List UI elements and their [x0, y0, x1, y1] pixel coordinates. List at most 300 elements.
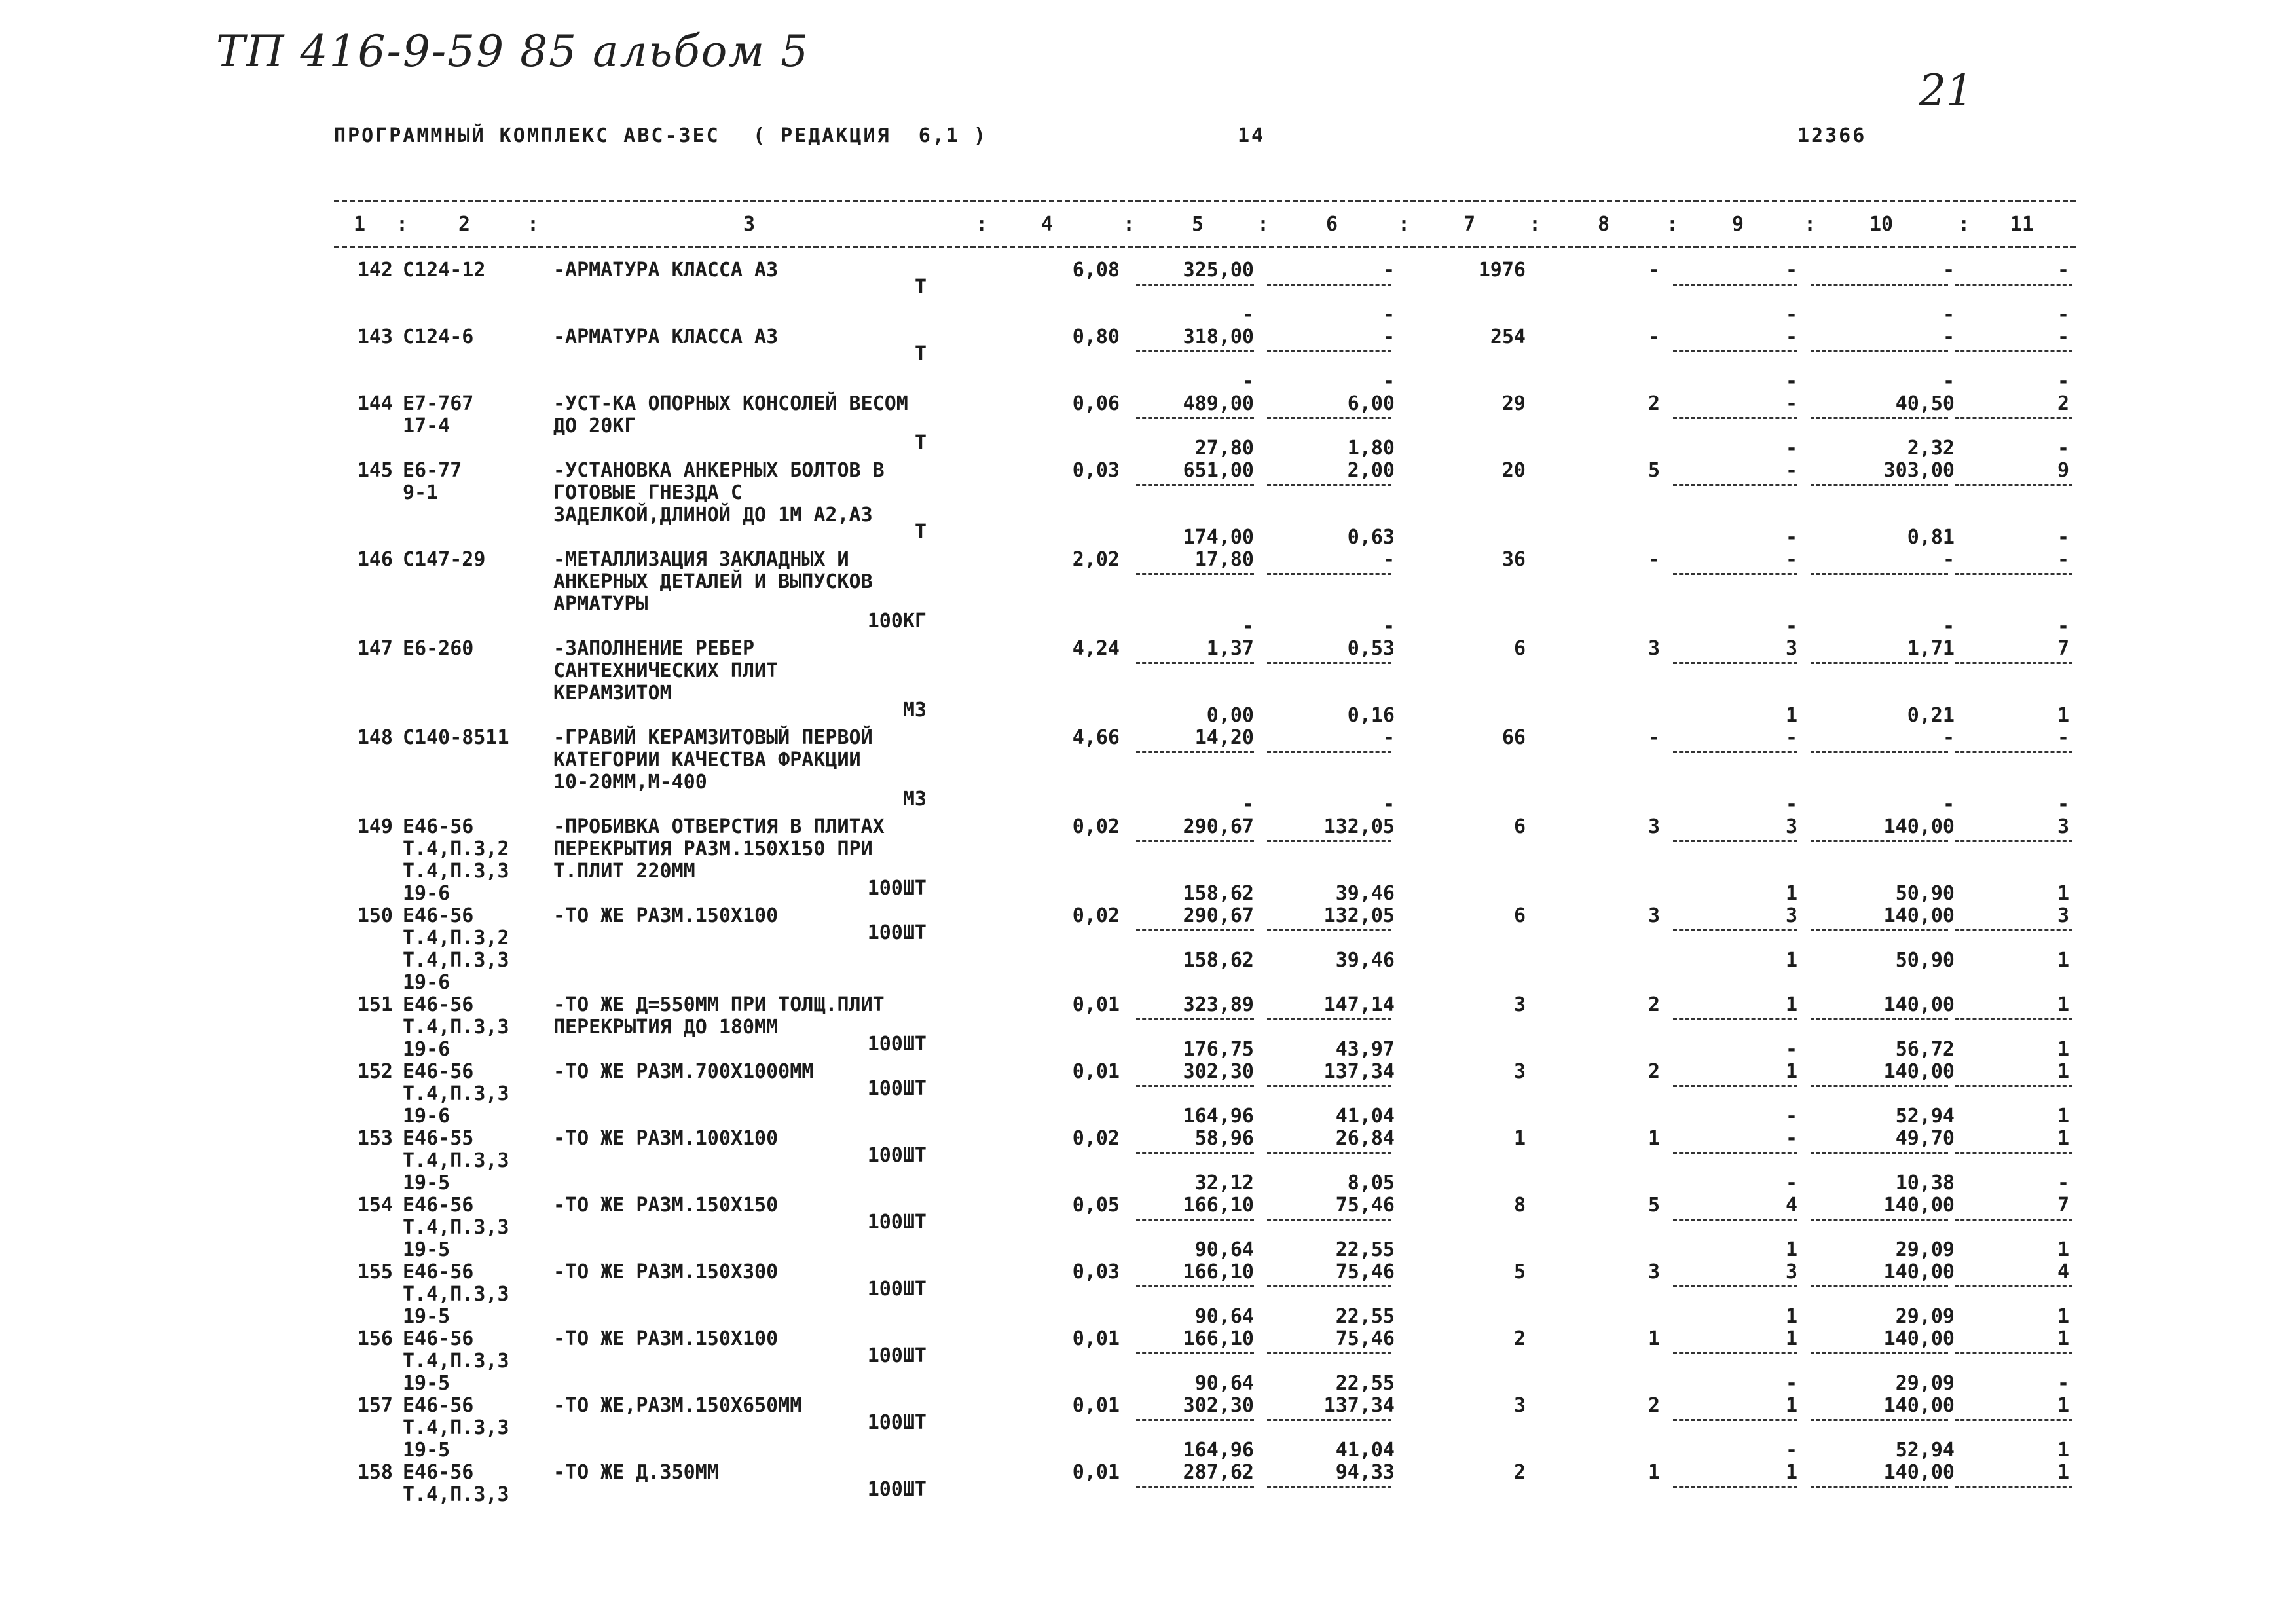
quantity: 4,66 — [1072, 726, 1120, 749]
value-c6-sub: 22,55 — [1335, 1238, 1395, 1261]
subtotal-rule — [1136, 1419, 1254, 1421]
value-c6-sub: - — [1382, 615, 1395, 638]
value-c9: 1 — [1785, 1394, 1797, 1417]
subtotal-rule — [1267, 662, 1391, 664]
subtotal-rule — [1673, 929, 1797, 931]
quantity: 0,01 — [1072, 993, 1120, 1016]
value-c11-sub: 1 — [2057, 1238, 2069, 1261]
value-c5: 290,67 — [1183, 815, 1254, 838]
value-c10-sub: 29,09 — [1895, 1372, 1955, 1395]
work-description: -ТО ЖЕ РАЗМ.150Х100 — [553, 904, 779, 927]
value-c7: 2 — [1513, 1327, 1526, 1350]
unit-of-measure: 100ШТ — [867, 1077, 927, 1100]
value-c6: 26,84 — [1335, 1127, 1395, 1150]
subtotal-rule — [1955, 929, 2072, 931]
row-number: 148 — [357, 726, 393, 749]
work-description: КАТЕГОРИИ КАЧЕСТВА ФРАКЦИИ — [553, 748, 861, 771]
value-c11: 1 — [2057, 1394, 2069, 1417]
handwritten-code-note: ТП 416-9-59 85 альбом 5 — [216, 26, 810, 77]
subtotal-rule — [1811, 1419, 1948, 1421]
column-header-8: 8 — [1598, 213, 1610, 236]
row-number: 156 — [357, 1327, 393, 1350]
value-c7: 1976 — [1478, 259, 1526, 282]
subtotal-rule — [1955, 751, 2072, 753]
column-header-6: 6 — [1326, 213, 1338, 236]
value-c5: 302,30 — [1183, 1060, 1254, 1083]
value-c10-sub: 50,90 — [1895, 882, 1955, 905]
value-c9-sub: - — [1785, 370, 1797, 393]
work-description: -МЕТАЛЛИЗАЦИЯ ЗАКЛАДНЫХ И — [553, 548, 849, 571]
value-c6: 75,46 — [1335, 1261, 1395, 1283]
subtotal-rule — [1267, 1285, 1391, 1287]
work-description: -УСТАНОВКА АНКЕРНЫХ БОЛТОВ В — [553, 459, 885, 482]
value-c11-sub: - — [2057, 793, 2069, 816]
norm-code: Т.4,П.3,3 — [403, 1350, 509, 1373]
work-description: ПЕРЕКРЫТИЯ РАЗМ.150Х150 ПРИ — [553, 838, 873, 860]
value-c6-sub: 43,97 — [1335, 1038, 1395, 1061]
subtotal-rule — [1955, 484, 2072, 486]
value-c8: 3 — [1647, 815, 1660, 838]
value-c10-sub: - — [1942, 793, 1955, 816]
value-c8: - — [1647, 325, 1660, 348]
value-c5-sub: 27,80 — [1194, 437, 1254, 460]
value-c9: 4 — [1785, 1194, 1797, 1217]
value-c5: 58,96 — [1194, 1127, 1254, 1150]
value-c11: 2 — [2057, 392, 2069, 415]
subtotal-rule — [1955, 662, 2072, 664]
subtotal-rule — [1136, 284, 1254, 286]
subtotal-rule — [1136, 1486, 1254, 1488]
subtotal-rule — [1673, 1486, 1797, 1488]
subtotal-rule — [1267, 484, 1391, 486]
row-number: 145 — [357, 459, 393, 482]
subtotal-rule — [1136, 1152, 1254, 1154]
norm-code: 9-1 — [403, 481, 439, 504]
subtotal-rule — [1811, 840, 1948, 842]
value-c7: 66 — [1501, 726, 1526, 749]
value-c8: - — [1647, 548, 1660, 571]
value-c5: 1,37 — [1206, 637, 1254, 660]
norm-code: Е46-56 — [403, 1261, 474, 1283]
subtotal-rule — [1267, 573, 1391, 575]
value-c10-sub: - — [1942, 370, 1955, 393]
value-c6-sub: 39,46 — [1335, 882, 1395, 905]
subtotal-rule — [1811, 1486, 1948, 1488]
value-c10-sub: - — [1942, 303, 1955, 326]
value-c9: - — [1785, 459, 1797, 482]
subtotal-rule — [1136, 350, 1254, 352]
value-c8: 2 — [1647, 993, 1660, 1016]
work-description: -ПРОБИВКА ОТВЕРСТИЯ В ПЛИТАХ — [553, 815, 885, 838]
subtotal-rule — [1955, 1419, 2072, 1421]
norm-code: 19-5 — [403, 1172, 451, 1194]
value-c6: 6,00 — [1347, 392, 1395, 415]
subtotal-rule — [1811, 573, 1948, 575]
value-c11-sub: 1 — [2057, 1305, 2069, 1328]
subtotal-rule — [1955, 284, 2072, 286]
quantity: 0,03 — [1072, 1261, 1120, 1283]
value-c9: - — [1785, 548, 1797, 571]
value-c8: 1 — [1647, 1461, 1660, 1484]
quantity: 0,01 — [1072, 1327, 1120, 1350]
value-c5-sub: - — [1242, 303, 1254, 326]
subtotal-rule — [1955, 350, 2072, 352]
norm-code: Т.4,П.3,3 — [403, 1416, 509, 1439]
value-c10: 49,70 — [1895, 1127, 1955, 1150]
subtotal-rule — [1136, 1018, 1254, 1020]
value-c10: - — [1942, 325, 1955, 348]
norm-code: 19-5 — [403, 1372, 451, 1395]
quantity: 2,02 — [1072, 548, 1120, 571]
value-c11-sub: 1 — [2057, 704, 2069, 727]
work-description: -ТО ЖЕ РАЗМ.150Х100 — [553, 1327, 779, 1350]
value-c10: 140,00 — [1883, 815, 1955, 838]
edition-label: ( РЕДАКЦИЯ 6,1 ) — [753, 124, 988, 147]
subtotal-rule — [1267, 1419, 1391, 1421]
value-c6-sub: 0,63 — [1347, 526, 1395, 549]
value-c6-sub: - — [1382, 793, 1395, 816]
column-separator: : — [976, 213, 988, 236]
norm-code: Т.4,П.3,3 — [403, 949, 509, 972]
subtotal-rule — [1811, 1285, 1948, 1287]
value-c5: 166,10 — [1183, 1261, 1254, 1283]
subtotal-rule — [1811, 417, 1948, 419]
work-description: -ТО ЖЕ,РАЗМ.150Х650ММ — [553, 1394, 802, 1417]
value-c5-sub: 90,64 — [1194, 1238, 1254, 1261]
norm-code: Т.4,П.3,3 — [403, 1149, 509, 1172]
value-c8: - — [1647, 726, 1660, 749]
column-separator: : — [527, 213, 540, 236]
row-number: 153 — [357, 1127, 393, 1150]
value-c11-sub: 1 — [2057, 1439, 2069, 1462]
norm-code: Т.4,П.3,2 — [403, 927, 509, 950]
value-c5: 489,00 — [1183, 392, 1254, 415]
value-c11-sub: - — [2057, 1372, 2069, 1395]
value-c6-sub: 41,04 — [1335, 1439, 1395, 1462]
unit-of-measure: 100ШТ — [867, 1211, 927, 1234]
row-number: 157 — [357, 1394, 393, 1417]
quantity: 0,01 — [1072, 1461, 1120, 1484]
document-code: 12366 — [1797, 124, 1867, 147]
unit-of-measure: 100ШТ — [867, 877, 927, 900]
value-c6-sub: 1,80 — [1347, 437, 1395, 460]
quantity: 0,02 — [1072, 1127, 1120, 1150]
norm-code: Е6-260 — [403, 637, 474, 660]
subtotal-rule — [1955, 573, 2072, 575]
value-c11-sub: - — [2057, 615, 2069, 638]
subtotal-rule — [1955, 1486, 2072, 1488]
norm-code: С140-8511 — [403, 726, 509, 749]
subtotal-rule — [1811, 929, 1948, 931]
work-description: -ГРАВИЙ КЕРАМЗИТОВЫЙ ПЕРВОЙ — [553, 726, 873, 749]
value-c10: 140,00 — [1883, 993, 1955, 1016]
subtotal-rule — [1811, 1219, 1948, 1221]
value-c11-sub: - — [2057, 526, 2069, 549]
subtotal-rule — [1955, 1085, 2072, 1087]
value-c11-sub: 1 — [2057, 882, 2069, 905]
norm-code: Е46-56 — [403, 815, 474, 838]
value-c5-sub: 158,62 — [1183, 949, 1254, 972]
value-c5: 166,10 — [1183, 1327, 1254, 1350]
subtotal-rule — [1673, 284, 1797, 286]
value-c9-sub: - — [1785, 1105, 1797, 1128]
value-c9-sub: - — [1785, 437, 1797, 460]
quantity: 0,06 — [1072, 392, 1120, 415]
value-c6: 2,00 — [1347, 459, 1395, 482]
quantity: 0,05 — [1072, 1194, 1120, 1217]
unit-of-measure: 100КГ — [867, 610, 927, 633]
work-description: -АРМАТУРА КЛАССА А3 — [553, 259, 779, 282]
row-number: 142 — [357, 259, 393, 282]
unit-of-measure: 100ШТ — [867, 1344, 927, 1367]
value-c10: 140,00 — [1883, 904, 1955, 927]
value-c5-sub: 174,00 — [1183, 526, 1254, 549]
handwritten-page-number: 21 — [1919, 65, 1974, 116]
value-c5-sub: 164,96 — [1183, 1439, 1254, 1462]
work-description: -ЗАПОЛНЕНИЕ РЕБЕР — [553, 637, 755, 660]
subtotal-rule — [1811, 1085, 1948, 1087]
value-c11-sub: 1 — [2057, 1105, 2069, 1128]
quantity: 0,02 — [1072, 815, 1120, 838]
subtotal-rule — [1136, 417, 1254, 419]
column-header-10: 10 — [1869, 213, 1894, 236]
norm-code: Е46-56 — [403, 1060, 474, 1083]
norm-code: Е46-56 — [403, 1394, 474, 1417]
work-description: АНКЕРНЫХ ДЕТАЛЕЙ И ВЫПУСКОВ — [553, 570, 873, 593]
value-c5-sub: 32,12 — [1194, 1172, 1254, 1194]
norm-code: Е46-56 — [403, 904, 474, 927]
value-c6: 132,05 — [1323, 815, 1395, 838]
norm-code: Е6-77 — [403, 459, 462, 482]
value-c5-sub: 90,64 — [1194, 1372, 1254, 1395]
column-header-9: 9 — [1732, 213, 1744, 236]
value-c9-sub: - — [1785, 1038, 1797, 1061]
subtotal-rule — [1673, 573, 1797, 575]
work-description: ГОТОВЫЕ ГНЕЗДА С — [553, 481, 743, 504]
column-header-11: 11 — [2010, 213, 2034, 236]
subtotal-rule — [1811, 1152, 1948, 1154]
value-c10: 140,00 — [1883, 1060, 1955, 1083]
value-c8: 2 — [1647, 1060, 1660, 1083]
norm-code: Т.4,П.3,3 — [403, 1082, 509, 1105]
work-description: КЕРАМЗИТОМ — [553, 682, 672, 705]
value-c11: 3 — [2057, 904, 2069, 927]
value-c5-sub: 164,96 — [1183, 1105, 1254, 1128]
value-c10: - — [1942, 726, 1955, 749]
value-c6-sub: - — [1382, 303, 1395, 326]
column-header-3: 3 — [743, 213, 756, 236]
value-c7: 20 — [1501, 459, 1526, 482]
value-c9-sub: - — [1785, 615, 1797, 638]
work-description: ЗАДЕЛКОЙ,ДЛИНОЙ ДО 1М А2,А3 — [553, 504, 873, 526]
value-c8: 3 — [1647, 904, 1660, 927]
value-c10: 140,00 — [1883, 1261, 1955, 1283]
value-c9-sub: - — [1785, 526, 1797, 549]
subtotal-rule — [1811, 662, 1948, 664]
value-c9-sub: 1 — [1785, 1305, 1797, 1328]
subtotal-rule — [1955, 840, 2072, 842]
value-c7: 6 — [1513, 815, 1526, 838]
value-c6-sub: 39,46 — [1335, 949, 1395, 972]
value-c11: 1 — [2057, 1461, 2069, 1484]
column-separator: : — [1398, 213, 1410, 236]
value-c9: - — [1785, 392, 1797, 415]
column-separator: : — [1958, 213, 1970, 236]
work-description: ДО 20КГ — [553, 415, 636, 437]
value-c11: 7 — [2057, 637, 2069, 660]
value-c5-sub: 0,00 — [1206, 704, 1254, 727]
work-description: -ТО ЖЕ РАЗМ.150Х150 — [553, 1194, 779, 1217]
norm-code: С124-6 — [403, 325, 474, 348]
subtotal-rule — [1267, 1486, 1391, 1488]
value-c9: 1 — [1785, 993, 1797, 1016]
value-c5: 651,00 — [1183, 459, 1254, 482]
norm-code: Т.4,П.3,3 — [403, 1016, 509, 1039]
value-c9-sub: - — [1785, 1372, 1797, 1395]
subtotal-rule — [1136, 573, 1254, 575]
value-c10: - — [1942, 259, 1955, 282]
value-c11: 1 — [2057, 1327, 2069, 1350]
row-number: 143 — [357, 325, 393, 348]
quantity: 0,80 — [1072, 325, 1120, 348]
value-c6: 137,34 — [1323, 1394, 1395, 1417]
row-number: 147 — [357, 637, 393, 660]
work-description: -АРМАТУРА КЛАССА А3 — [553, 325, 779, 348]
subtotal-rule — [1955, 1152, 2072, 1154]
norm-code: 19-6 — [403, 1038, 451, 1061]
value-c6: 0,53 — [1347, 637, 1395, 660]
subtotal-rule — [1136, 929, 1254, 931]
value-c7: 1 — [1513, 1127, 1526, 1150]
value-c11: - — [2057, 325, 2069, 348]
subtotal-rule — [1267, 284, 1391, 286]
value-c11: 1 — [2057, 1060, 2069, 1083]
value-c11: - — [2057, 726, 2069, 749]
value-c9: 3 — [1785, 1261, 1797, 1283]
column-separator: : — [1666, 213, 1679, 236]
row-number: 146 — [357, 548, 393, 571]
value-c8: 3 — [1647, 637, 1660, 660]
subtotal-rule — [1673, 1219, 1797, 1221]
column-header-1: 1 — [354, 213, 366, 236]
subtotal-rule — [1811, 484, 1948, 486]
quantity: 0,02 — [1072, 904, 1120, 927]
subtotal-rule — [1267, 751, 1391, 753]
norm-code: 19-6 — [403, 882, 451, 905]
column-header-2: 2 — [458, 213, 471, 236]
value-c10: 303,00 — [1883, 459, 1955, 482]
row-number: 150 — [357, 904, 393, 927]
value-c7: 5 — [1513, 1261, 1526, 1283]
work-description: -ТО ЖЕ РАЗМ.100Х100 — [553, 1127, 779, 1150]
value-c8: 1 — [1647, 1327, 1660, 1350]
unit-of-measure: Т — [914, 432, 927, 454]
value-c11-sub: - — [2057, 303, 2069, 326]
norm-code: Т.4,П.3,3 — [403, 860, 509, 883]
norm-code: 19-5 — [403, 1439, 451, 1462]
norm-code: Е7-767 — [403, 392, 474, 415]
value-c10: 140,00 — [1883, 1327, 1955, 1350]
value-c8: 5 — [1647, 459, 1660, 482]
value-c6-sub: 41,04 — [1335, 1105, 1395, 1128]
column-separator: : — [396, 213, 409, 236]
value-c6-sub: 22,55 — [1335, 1305, 1395, 1328]
value-c5-sub: 90,64 — [1194, 1305, 1254, 1328]
value-c6: 132,05 — [1323, 904, 1395, 927]
value-c5: 166,10 — [1183, 1194, 1254, 1217]
value-c10-sub: 0,81 — [1907, 526, 1955, 549]
value-c6-sub: 0,16 — [1347, 704, 1395, 727]
value-c8: - — [1647, 259, 1660, 282]
subtotal-rule — [1673, 417, 1797, 419]
quantity: 0,01 — [1072, 1060, 1120, 1083]
row-number: 158 — [357, 1461, 393, 1484]
value-c5: 323,89 — [1183, 993, 1254, 1016]
value-c11-sub: - — [2057, 1172, 2069, 1194]
value-c11-sub: - — [2057, 437, 2069, 460]
column-header-4: 4 — [1041, 213, 1054, 236]
header-bottom-rule — [334, 246, 2076, 248]
value-c6: - — [1382, 259, 1395, 282]
unit-of-measure: М3 — [902, 788, 927, 811]
subtotal-rule — [1673, 350, 1797, 352]
norm-code: Т.4,П.3,3 — [403, 1483, 509, 1506]
value-c9-sub: 1 — [1785, 704, 1797, 727]
value-c5-sub: - — [1242, 615, 1254, 638]
work-description: САНТЕХНИЧЕСКИХ ПЛИТ — [553, 659, 779, 682]
value-c5-sub: - — [1242, 793, 1254, 816]
work-description: -УСТ-КА ОПОРНЫХ КОНСОЛЕЙ ВЕСОМ — [553, 392, 908, 415]
value-c9-sub: 1 — [1785, 949, 1797, 972]
unit-of-measure: 100ШТ — [867, 1033, 927, 1056]
subtotal-rule — [1267, 1219, 1391, 1221]
value-c5: 14,20 — [1194, 726, 1254, 749]
value-c11: - — [2057, 548, 2069, 571]
subtotal-rule — [1673, 751, 1797, 753]
subtotal-rule — [1673, 1018, 1797, 1020]
row-number: 144 — [357, 392, 393, 415]
value-c9: - — [1785, 259, 1797, 282]
value-c5: 302,30 — [1183, 1394, 1254, 1417]
norm-code: Е46-56 — [403, 1327, 474, 1350]
value-c9-sub: 1 — [1785, 1238, 1797, 1261]
value-c7: 3 — [1513, 1394, 1526, 1417]
quantity: 0,01 — [1072, 1394, 1120, 1417]
subtotal-rule — [1267, 1352, 1391, 1354]
work-description: ПЕРЕКРЫТИЯ ДО 180ММ — [553, 1016, 779, 1039]
norm-code: 17-4 — [403, 415, 451, 437]
value-c5-sub: 158,62 — [1183, 882, 1254, 905]
value-c11: 1 — [2057, 1127, 2069, 1150]
subtotal-rule — [1673, 1152, 1797, 1154]
subtotal-rule — [1267, 1085, 1391, 1087]
value-c5-sub: - — [1242, 370, 1254, 393]
value-c10-sub: 0,21 — [1907, 704, 1955, 727]
value-c6: 75,46 — [1335, 1327, 1395, 1350]
subtotal-rule — [1955, 1285, 2072, 1287]
value-c10: 140,00 — [1883, 1461, 1955, 1484]
subtotal-rule — [1673, 1419, 1797, 1421]
row-number: 149 — [357, 815, 393, 838]
value-c9: 3 — [1785, 637, 1797, 660]
value-c9-sub: - — [1785, 1439, 1797, 1462]
value-c7: 3 — [1513, 1060, 1526, 1083]
column-separator: : — [1804, 213, 1816, 236]
value-c7: 36 — [1501, 548, 1526, 571]
subtotal-rule — [1955, 417, 2072, 419]
norm-code: Е46-56 — [403, 1194, 474, 1217]
unit-of-measure: Т — [914, 342, 927, 365]
